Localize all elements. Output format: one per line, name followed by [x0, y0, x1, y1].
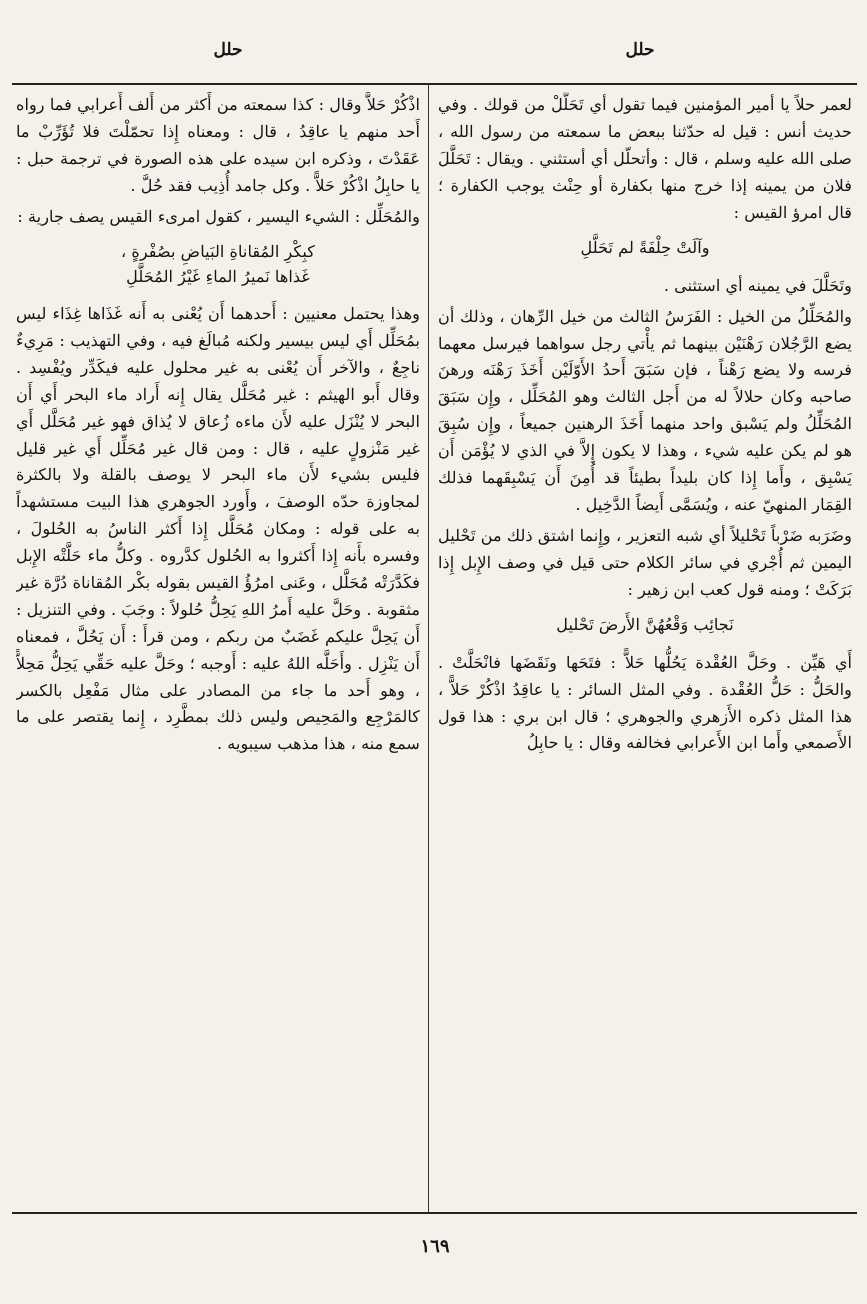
footer-rule [12, 1212, 857, 1214]
page-number: ١٦٩ [420, 1236, 450, 1257]
verse [16, 240, 420, 289]
paragraph: وضَرَبه ضَرْباً تَحْليلاً أي شبه التعزير ، وإِنما اشتق ذلك من تَحْليل اليمين ثم أُجْري في سائر الكلام حتى قيل في وصف الإِبل إِذا بَرَكَتْ ؛ ومنه قول كعب ابن زهير : [438, 525, 852, 599]
paragraph: اذْكُرْ حَلاًّ وقال : كذا سمعته من أَكثر من أَلف أَعرابي فما رواه أَحد منهم يا عاقِدُ ، قال : ومعناه إِذا تحمّلْتَ فلا تُؤَرِّبْ ما عَقَدْتَ ، وذكره ابن سيده على هذه الصورة في ترجمة حبل : يا حابِلُ اذْكُرْ حَلاًّ . وكل جامد أُذِيب فقد حُلَّ . [16, 95, 420, 195]
paragraph: لعمر حلاً يا أمير المؤمنين فيما تقول أي تَحَلَّلْ من قولك . وفي حديث أنس : قيل له حدّثنا ببعض ما سمعته من رسول الله ، صلى الله عليه وسلم ، قال : وأتحلّل أي أستثني . ويقال : تَحَلَّلَ فلان من يمينه إذا خرج منها بكفارة أو حِنْث يوجب الكفارة ؛ قال امرؤ القيس : [438, 95, 852, 222]
header-rule [12, 83, 857, 85]
paragraph: والمُحَلِّل : الشيء اليسير ، كقول امرىء القيس يصف جارية : [17, 206, 420, 226]
verse [438, 236, 852, 260]
right-column [438, 92, 852, 1204]
paragraph: أَي هَيِّن . وحَلَّ العُقْدة يَحُلُّها حَلاًّ : فتَحَها ونَقَضَها فانْحَلَّتْ . والحَلُّ : حَلُّ العُقْدة . وفي المثل السائر : يا عاقِدُ اذْكُرْ حَلاًّ ، هذا المثل ذكره الأَزهري والجوهري ؛ قال ابن بري : هذا قول الأَصمعي وأَما ابن الأَعرابي فخالفه وقال : يا حابِلُ [438, 652, 852, 753]
column-divider [428, 85, 429, 1212]
verse-line: وآلَتْ حِلْفَةً لم تَحَلَّلِ [580, 238, 710, 258]
paragraph: والمُحَلِّلُ من الخيل : الفَرَسُ الثالث من خيل الرِّهان ، وذلك أن يضع الرَّجُلان رَهْنَيْن بينهما ثم يأْتي رجل سواهما فيرسل معهما فرسه ولا يضع رَهْناً ، فإن سَبَقَ أَحدُ الأَوّلَيْن أَخَذَ رَهْنَه ورهنَ صاحبه وكان حلالاً له من أَجل الثالث وهو المُحَلِّل ، وإِن سَبَقَ المُحَلِّلُ ولم يَسْبق واحد منهما أَخَذَ الرهنين جميعاً ، وإِن سُبِقَ هو لم يكن عليه شيء ، وهذا لا يكون إِلاَّ في الذي لا يُؤْمَن أَن يَسْبِق ، وأَما إِذا كان بليداً بطيئاً قد أُمِنَ أَن يَسْبِقَهما فذلك القِمَار المنهيّ عنه ، ويُسَمَّى أَيضاً الدَّخِيل . [438, 306, 852, 514]
page-header-right: حلل [625, 40, 655, 60]
page-header-left: حلل [213, 40, 243, 60]
verse-line: غَذاها نَميرُ الماءِ غَيْرُ المُحَلَّلِ [126, 266, 310, 286]
paragraph: وهذا يحتمل معنيين : أَحدهما أَن يُعْنى به أَنه غَذَاها غِذَاء ليس بمُحَلِّل أَي ليس بيسير ولكنه مُبالَغ فيه ، وفي التهذيب : مَرِيءٌ ناجِعٌ ، والآخر أَن يُعْنى به غير محلول عليه فيكَدِّر ويُفْسِد . وقال أَبو الهيثم : غير مُحَلَّل يقال إِنه أَراد ماء البحر أَي أَن البحر لا يُنْزَل عليه لأَن ماءه زُعاق لا يُذاق فهو غير مُحَلَّل أَي غير مَنْزولٍ عليه ، قال : ومن قال غير مُحَلِّل أَي غير قليل فليس بشيء لأَن ماء البحر لا يوصف بالقلة ولا بالكثرة لمجاوزة حدّه الوصفَ ، وأَورد الجوهري هذا البيت مستشهداً به على قوله : ومكان مُحَلَّل إِذا أَكثر الناسُ به الحُلولَ ، وفسره بأَنه إِذا أَكثروا به الحُلول كدَّروه . وكلُّ ماء حَلَّتْه الإِبل فكَدَّرَتْه مُحَلَّل ، وعَنى امرُؤُ القيس بقوله بكْر المُقاناة دُرَّة غير مثقوبة . وحَلَّ عليه أَمرُ اللهِ يَحِلُّ حُلولاً : وجَبَ . وفي التنزيل : أَن يَحِلَّ عليكم غَضَبٌ من ربكم ، ومن قرأَ : أَن يَحُلَّ ، فمعناه أَن يَنْزِل . وأَحَلَّه اللهُ عليه : أَوجبه ؛ وحَلَّ عليه حَقِّي يَحِلُّ مَحِلاًّ ، وهو أَحد ما جاء من المصادر على مثال مَفْعِل بالكسر كالمَرْجِع والمَحِيص وليس ذلك بمطَّرِد ، إِنما يقتصر على ما سمع منه ، هذا مذهب سيبويه . [16, 304, 420, 754]
verse [438, 613, 852, 637]
verse-line: نَجائِب وَقْعُهُنَّ الأَرضَ تَحْليل [556, 615, 734, 635]
verse-line: كبِكْرِ المُقاناةِ البَياضِ بصُفْرةٍ ، [121, 242, 315, 262]
left-column [16, 92, 420, 1204]
paragraph: وتَحَلَّلَ في يمينه أي استثنى . [663, 275, 852, 295]
